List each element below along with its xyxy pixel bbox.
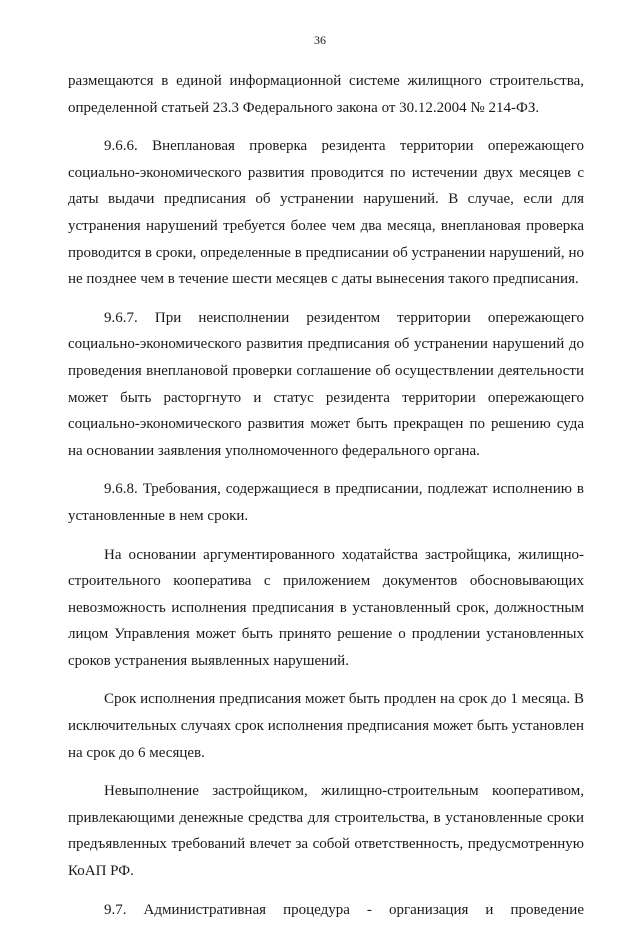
page-number: 36 [314,33,326,47]
paragraph-extension-petition: На основании аргументированного ходатайства застройщика, жилищно-строительного кооператива с приложением документов обосновывающих невозможность исполнения предписания в установленный срок, должностным лицом Управления может быть принято решение о продлении установленных сроков устранения выявленных нарушений. [68,546,584,669]
paragraph-liability: Невыполнение застройщиком, жилищно-строительным кооперативом, привлекающими денежные средства для строительства, в установленные сроки предъявленных требований влечет за собой ответственность, предусмотренную КоАП РФ. [68,783,584,880]
paragraph-9-6-7: 9.6.7. При неисполнении резидентом территории опережающего социально-экономического развития предписания об устранении нарушений до проведения внеплановой проверки соглашение об осуществлении деятельности может быть расторгнуто и статус резидента территории опережающего социально-экономического развития может быть прекращен по решению суда на основании заявления уполномоченного федерального органа. [68,309,584,459]
paragraph-9-7-heading: 9.7. Административная процедура - организация и проведение [104,901,584,918]
paragraph-9-6-6: 9.6.6. Внеплановая проверка резидента территории опережающего социально-экономического развития проводится по истечении двух месяцев с даты выдачи предписания об устранении нарушений. В случае, если для устранения нарушений требуется более чем два месяца, внеплановая проверка проводится в сроки, определенные в предписании об устранении нарушений, но не позднее чем в течение шести месяцев с даты вынесения такого предписания. [68,138,584,288]
paragraph-9-6-8: 9.6.8. Требования, содержащиеся в предписании, подлежат исполнению в установленные в нем сроки. [68,481,584,524]
paragraph-extension-term: Срок исполнения предписания может быть продлен на срок до 1 месяца. В исключительных случаях срок исполнения предписания может быть установлен на срок до 6 месяцев. [68,691,584,761]
document-body [68,68,584,935]
paragraph-continuation: размещаются в единой информационной системе жилищного строительства, определенной статьей 23.3 Федерального закона от 30.12.2004 № 214-ФЗ. [68,73,584,116]
